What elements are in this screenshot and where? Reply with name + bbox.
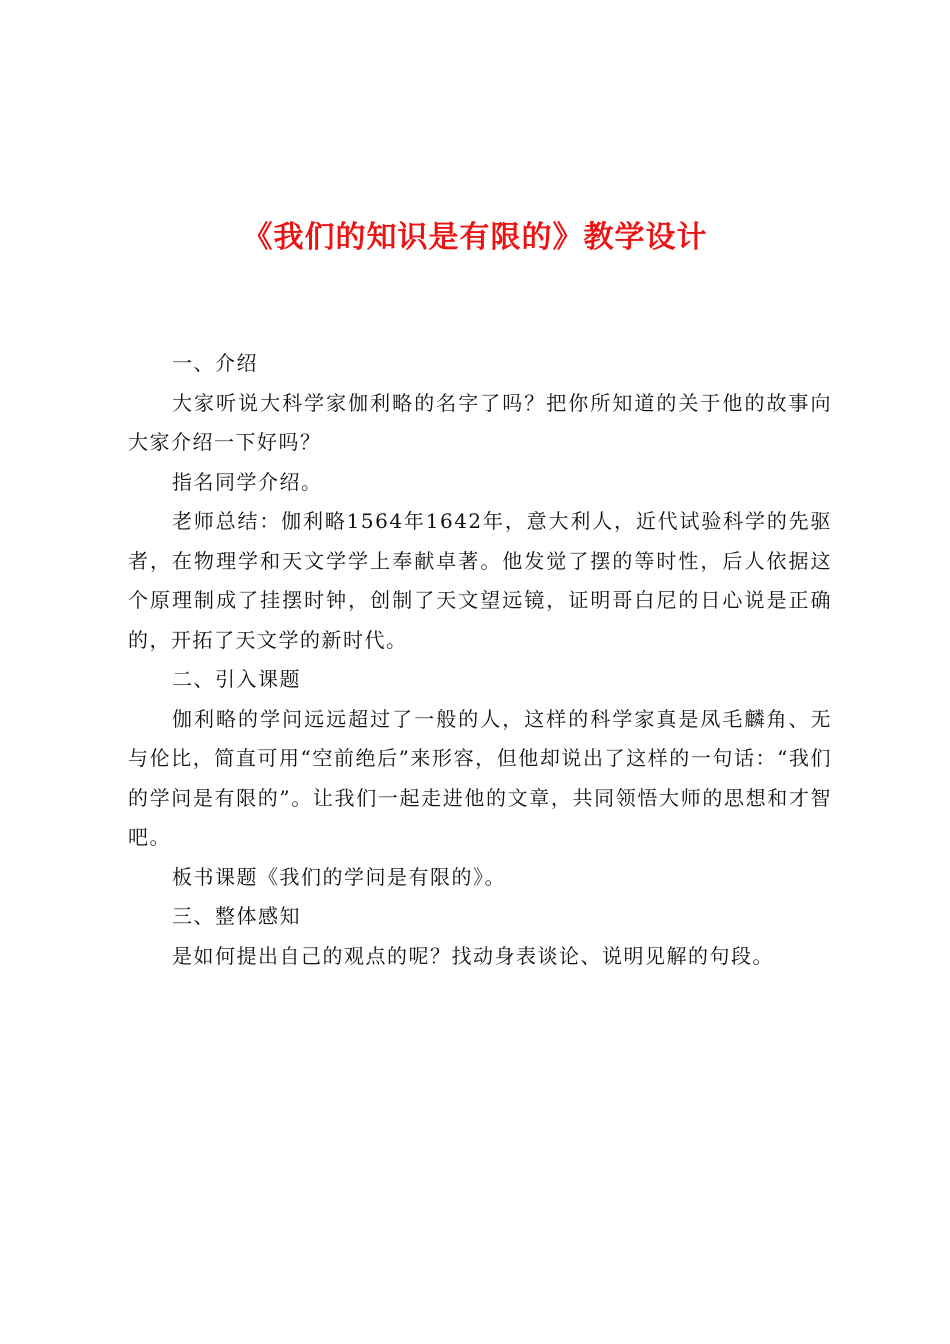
section-heading-intro: 一、介绍: [172, 351, 258, 375]
section-heading-topic: 二、引入课题: [172, 667, 301, 691]
paragraph: 板书课题《我们的学问是有限的》。: [172, 864, 506, 889]
paragraph: 老师总结：伽利略1564年1642年，意大利人，近代试验科学的先驱者，在物理学和天文学学上奉献卓著。他发觉了摆的等时性，后人依据这个原理制成了挂摆时钟，创制了天文望远镜，证明哥白尼的日心说是正确的，开拓了天文学的新时代。: [128, 509, 832, 652]
section-heading-overview: 三、整体感知: [172, 904, 301, 928]
paragraph: 指名同学介绍。: [172, 469, 323, 494]
document-body: [128, 344, 832, 976]
paragraph: 大家听说大科学家伽利略的名字了吗？把你所知道的关于他的故事向大家介绍一下好吗？: [128, 390, 832, 454]
paragraph: 伽利略的学问远远超过了一般的人，这样的科学家真是凤毛麟角、无与伦比，简直可用“空前绝后”来形容，但他却说出了这样的一句话：“我们的学问是有限的”。让我们一起走进他的文章，共同领悟大师的思想和才智吧。: [128, 706, 832, 849]
paragraph: 是如何提出自己的观点的呢？找动身表谈论、说明见解的句段。: [172, 943, 774, 968]
document-title: 《我们的知识是有限的》教学设计: [242, 220, 708, 255]
